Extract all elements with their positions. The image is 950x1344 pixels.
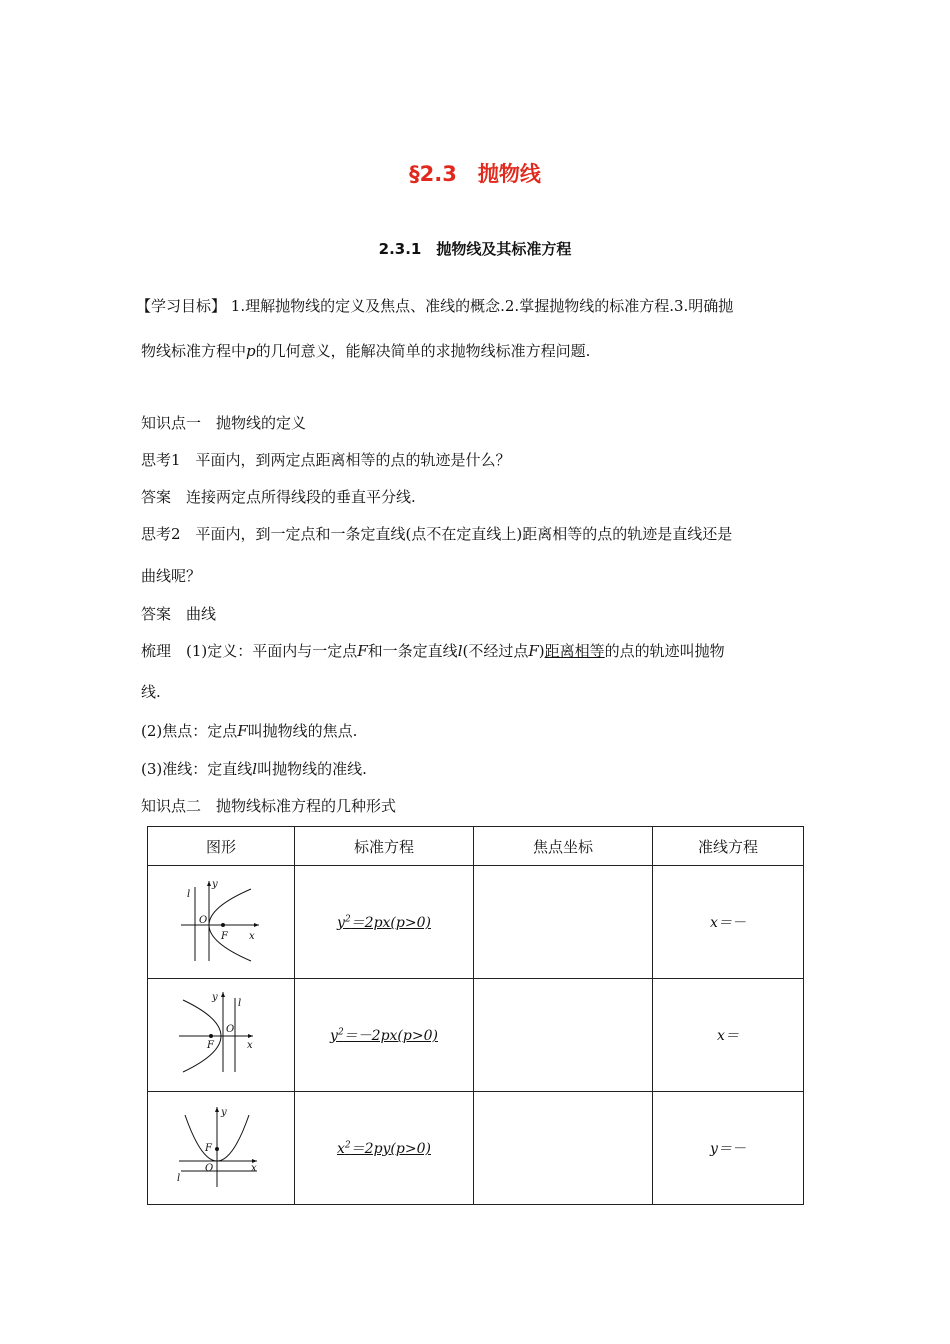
knowledge-point-2: 知识点二 抛物线标准方程的几种形式 — [141, 797, 397, 815]
subsection-title: 2.3.1 抛物线及其标准方程 — [378, 240, 572, 258]
think-question-2-line2: 曲线呢？ — [141, 567, 202, 585]
focus-definition: (2)焦点：定点F叫抛物线的焦点. — [141, 722, 358, 740]
standard-forms-table — [147, 826, 804, 1205]
section-title: §2.3 抛物线 — [409, 162, 541, 186]
directrix-cell: x＝ — [653, 979, 804, 1092]
graph-label-f: F — [207, 1040, 214, 1051]
graph-label-x: x — [251, 1163, 257, 1174]
directrix-definition: (3)准线：定直线l叫抛物线的准线. — [141, 760, 367, 778]
equation-cell — [295, 979, 474, 1092]
equation: $y^2=-2px(p>0)$ — [330, 1027, 438, 1044]
table-header-row — [148, 827, 804, 866]
graph-label-f: F — [205, 1143, 212, 1154]
objectives-tag: 【学习目标】 — [136, 297, 227, 315]
summary-definition: 梳理 (1)定义：平面内与一定点F和一条定直线l(不经过点F)距离相等的点的轨迹叫抛物 — [141, 642, 725, 660]
table-row — [148, 1092, 804, 1205]
graph-label-o: O — [205, 1163, 214, 1174]
learning-objectives-line2: 物线标准方程中p的几何意义，能解决简单的求抛物线标准方程问题. — [141, 342, 591, 360]
table-row — [148, 979, 804, 1092]
header-equation: 标准方程 — [295, 827, 474, 866]
equation-cell — [295, 866, 474, 979]
objectives-text-1: 1.理解抛物线的定义及焦点、准线的概念.2.掌握抛物线的标准方程.3.明确抛 — [230, 297, 734, 315]
graph-cell — [148, 866, 295, 979]
graph-label-y: y — [212, 879, 218, 890]
focus-cell — [474, 1092, 653, 1205]
parabola-left-graph — [171, 988, 271, 1078]
table-row — [148, 866, 804, 979]
header-focus: 焦点坐标 — [474, 827, 653, 866]
answer-2: 答案 曲线 — [141, 605, 217, 623]
graph-label-o: O — [226, 1024, 235, 1035]
header-graph: 图形 — [148, 827, 295, 866]
graph-label-l: l — [238, 998, 242, 1009]
summary-definition-line2: 线. — [141, 683, 161, 701]
graph-label-y: y — [212, 992, 218, 1003]
focus-cell — [474, 866, 653, 979]
graph-label-l: l — [177, 1173, 181, 1184]
knowledge-point-1: 知识点一 抛物线的定义 — [141, 414, 307, 432]
focus-cell — [474, 979, 653, 1092]
learning-objectives-line1 — [136, 295, 733, 316]
graph-label-x: x — [249, 931, 255, 942]
directrix-cell: y＝－ — [653, 1092, 804, 1205]
header-directrix: 准线方程 — [653, 827, 804, 866]
graph-label-o: O — [199, 915, 208, 926]
graph-label-l: l — [187, 889, 191, 900]
graph-label-y: y — [221, 1107, 227, 1118]
directrix-cell: x＝－ — [653, 866, 804, 979]
graph-label-x: x — [247, 1040, 253, 1051]
parabola-right-graph — [171, 875, 271, 965]
equation: $x^2=2py(p>0)$ — [337, 1140, 431, 1157]
think-question-1: 思考1 平面内，到两定点距离相等的点的轨迹是什么？ — [141, 451, 511, 469]
equation-cell — [295, 1092, 474, 1205]
parabola-up-graph — [171, 1101, 271, 1191]
underlined-phrase: 距离相等 — [544, 642, 605, 660]
graph-cell — [148, 979, 295, 1092]
graph-label-f: F — [221, 931, 228, 942]
think-question-2-line1: 思考2 平面内，到一定点和一条定直线(点不在定直线上)距离相等的点的轨迹是直线还是 — [141, 525, 733, 543]
equation: $y^2=2px(p>0)$ — [337, 914, 431, 931]
answer-1: 答案 连接两定点所得线段的垂直平分线. — [141, 488, 416, 506]
graph-cell — [148, 1092, 295, 1205]
